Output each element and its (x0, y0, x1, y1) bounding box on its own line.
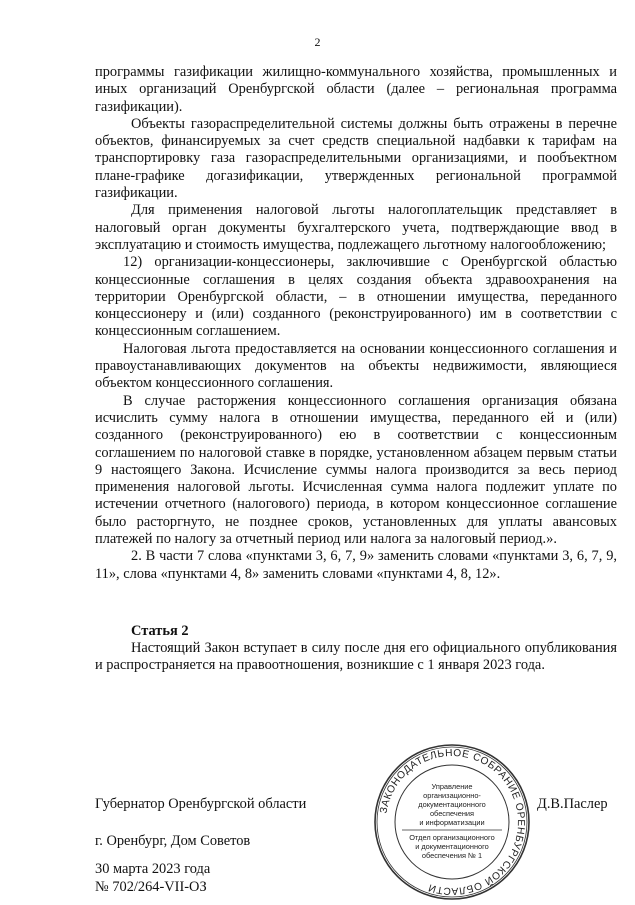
place: г. Оренбург, Дом Советов (95, 833, 251, 849)
stamp-line: Управление (431, 782, 473, 791)
date-block (95, 860, 210, 896)
stamp-line: и информатизации (419, 818, 485, 827)
paragraph: Налоговая льгота предоставляется на основании концессионного соглашения и правоустанавливающих документов на объекты недвижимости, являющиеся объектом концессионного соглашения. (95, 340, 617, 392)
paragraph: Объекты газораспределительной системы должны быть отражены в перечне объектов, финансируемых за счет средств специальной надбавки к тарифам на транспортировку газа газораспределительными организациями, и пообъектном плане-графике догазификации, утвержденных региональной программой газификации. (95, 115, 617, 202)
stamp-line: и документационного (415, 842, 489, 851)
signatory-position: Губернатор Оренбургской области (95, 796, 307, 812)
paragraph: Для применения налоговой льготы налогоплательщик представляет в налоговый орган документы бухгалтерского учета, подтверждающие ввод в эксплуатацию и стоимость имущества, подлежащего льготному налогообложению; (95, 202, 617, 253)
stamp-line: документационного (418, 800, 486, 809)
article-title: Статья 2 (131, 623, 189, 639)
paragraph: 12) организации-концессионеры, заключившие с Оренбургской областью концессионные соглашения в целях создания объекта здравоохранения на территории Оренбургской области, – в отношении имущества, переданного концессионеру и (или) созданного (реконструированного) им в соответствии с концессионным соглашением. (95, 254, 617, 340)
article-text: Настоящий Закон вступает в силу после дня его официального опубликования и распространяется на правоотношения, возникшие с 1 января 2023 года. (95, 640, 617, 674)
stamp-line: обеспечения № 1 (421, 851, 483, 860)
law-number: № 702/264-VII-ОЗ (95, 879, 207, 895)
stamp-line: организационно- (423, 791, 481, 800)
stamp-ring-text: ЗАКОНОДАТЕЛЬНОЕ СОБРАНИЕ ОРЕНБУРГСКОЙ ОБЛАСТИ (378, 747, 527, 897)
paragraph: 2. В части 7 слова «пунктами 3, 6, 7, 9» заменить словами «пунктами 3, 6, 7, 9, 11», слова «пунктами 4, 8» заменить словами «пунктами 4, 8, 12». (95, 548, 617, 582)
official-stamp (372, 742, 532, 902)
stamp-line: Отдел организационного (409, 833, 495, 842)
paragraph: программы газификации жилищно-коммунального хозяйства, промышленных и иных организаций Оренбургской области (далее – региональная программа газификации). (95, 64, 617, 115)
date: 30 марта 2023 года (95, 861, 211, 877)
stamp-line: обеспечения (429, 809, 475, 818)
document-body (95, 64, 617, 583)
page-number: 2 (314, 35, 321, 49)
paragraph: В случае расторжения концессионного соглашения организация обязана исчислить сумму налога в отношении имущества, переданного ей и (или) созданного (реконструированного) ею в соответствии с концессионным соглашением по налоговой ставке в порядке, установленном абзацем первым статьи 9 настоящего Закона. Исчисление суммы налога производится за весь период применения налоговой льготы. Исчисленная сумма налога подлежит уплате по истечении отчетного (налогового) периода, в котором концессионное соглашение было расторгнуто, не позднее сроков, установленных для уплаты авансовых платежей по налогу за отчетный период или налога за налоговый период.». (95, 392, 617, 548)
signatory-name: Д.В.Паслер (537, 796, 608, 812)
